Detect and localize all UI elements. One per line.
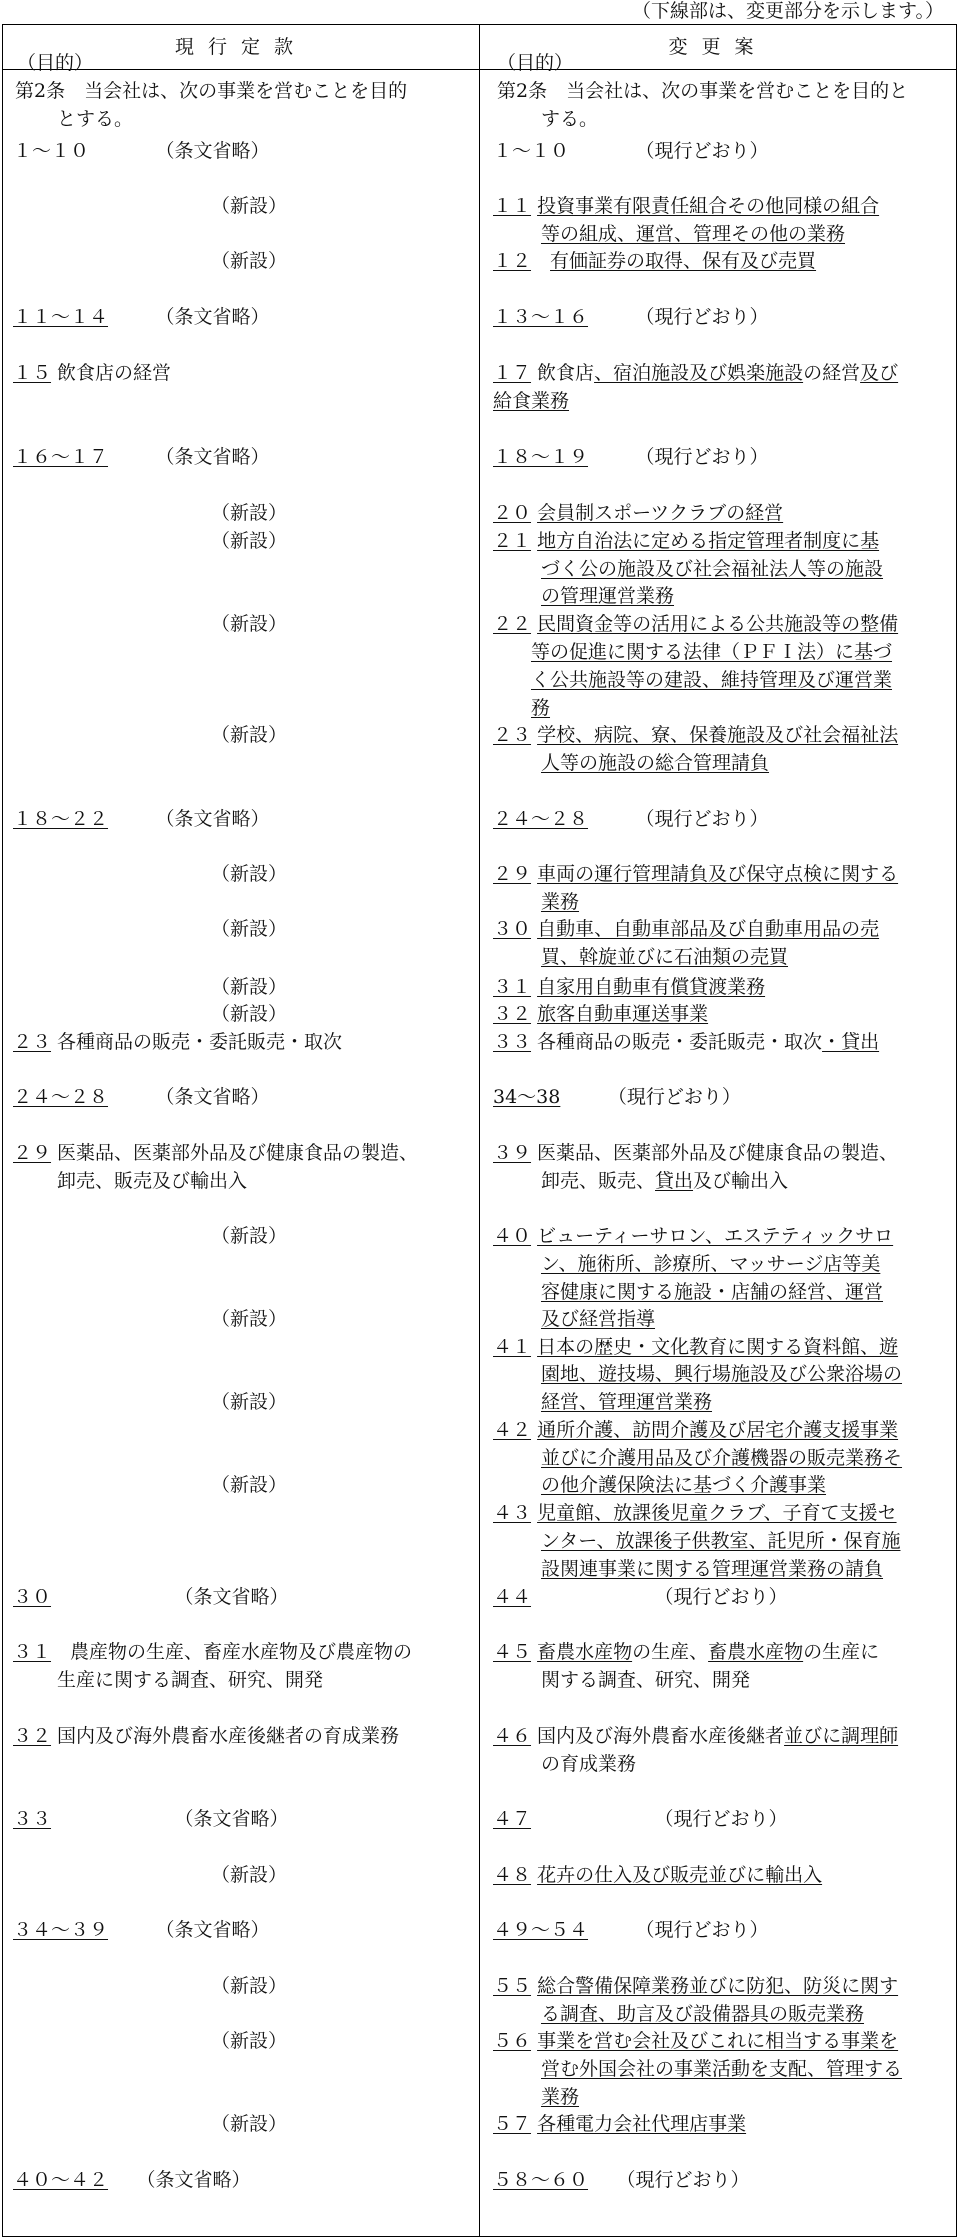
proposed-line-segment: 民間資金等の活用による公共施設等の整備 [537,613,899,635]
proposed-line-segment: ２１ [493,530,532,552]
proposed-line [541,220,845,248]
proposed-line-segment: 等の促進に関する法律（ＰＦＩ法）に基づ [531,641,893,663]
proposed-line-segment: ３０ [493,918,532,940]
proposed-line-segment: （現行どおり） [588,1919,769,1941]
proposed-line-segment: 関する調査、研究、開発 [541,1669,751,1691]
proposed-line-segment: 卸売、販売、 [541,1170,656,1192]
header-proposed-changes: 変更案 [668,36,768,58]
current-line [211,1471,287,1499]
current-line [13,1083,270,1111]
proposed-line [493,1583,788,1611]
proposed-line-segment: 総合警備保障業務並びに防犯、防災に関す [537,1975,899,1997]
proposed-line-segment: 務 [531,697,551,719]
current-line [211,860,287,888]
proposed-line-segment: 事業を営む会社及びこれに相当する事業を [537,2030,899,2052]
proposed-line-segment: づく公の施設及び社会福祉法人等の施設 [541,558,884,580]
proposed-line [493,1972,898,2000]
proposed-line-segment: ２０ [493,502,532,524]
current-line-segment: （新設） [211,1975,288,1997]
proposed-line-segment: ２３ [493,724,532,746]
proposed-line-segment: 各種商品の販売・委託販売・取次 [531,1031,823,1053]
proposed-line-segment: ４０ [493,1225,532,1247]
current-line [13,303,270,331]
proposed-line-segment: 等の組成、運営、管理その他の業務 [541,223,846,245]
current-line-segment: １５ [13,362,52,384]
proposed-line [493,2166,750,2194]
current-line-segment: （条文省略） [108,306,270,328]
preamble-segment: （目的） [17,52,94,74]
current-line [13,1028,342,1056]
proposed-line [493,247,816,275]
current-line [211,527,287,555]
current-line [13,443,270,471]
current-line [211,1305,287,1333]
proposed-line-segment: 医薬品、医薬部外品及び健康食品の製造、 [531,1142,899,1164]
proposed-line [493,1333,898,1361]
current-line [211,1388,287,1416]
proposed-line-segment: 、宿泊施設及び娯楽施設 [594,362,804,384]
proposed-line-segment: ２２ [493,613,532,635]
proposed-line-segment: 業務 [541,891,580,913]
proposed-preamble-line [497,49,573,77]
proposed-line-segment: く公共施設等の建設、維持管理及び運営業 [531,669,893,691]
preamble-segment: 第2条 当会社は、次の事業を営むことを目的 [15,80,408,102]
proposed-line [493,721,898,749]
proposed-line-segment: 畜農水産物 [537,1641,633,1663]
proposed-line-segment: 児童館、放課後児童クラブ、子育て支援セ [537,1502,897,1524]
proposed-line-segment: 花卉の仕入及び販売並びに輸出入 [537,1864,823,1886]
current-line [211,973,287,1001]
current-line-segment: （条文省略） [108,2169,251,2191]
proposed-line [493,1000,708,1028]
proposed-line [493,2110,746,2138]
proposed-line-segment: ３３ [493,1031,532,1053]
current-line-segment: ２４～２８ [13,1086,109,1108]
current-line-segment: １～１０ [13,140,90,162]
current-line-segment: （新設） [211,502,288,524]
proposed-line-segment: ４７ [493,1808,532,1830]
current-preamble-line [15,77,407,105]
current-line [211,2027,287,2055]
proposed-line-segment: 通所介護、訪問介護及び居宅介護支援事業 [537,1419,899,1441]
current-line [211,2110,287,2138]
proposed-line [541,1388,712,1416]
proposed-line-segment: ５８～６０ [493,2169,589,2191]
proposed-line [493,192,879,220]
proposed-line-segment: 旅客自動車運送事業 [537,1003,709,1025]
proposed-line-segment: ５７ [493,2113,532,2135]
current-line-segment: （条文省略） [89,140,270,162]
current-line [211,1972,287,2000]
proposed-line-segment: 経営、管理運営業務 [541,1391,713,1413]
proposed-line [493,1416,898,1444]
proposed-line-segment: の生産に [803,1641,880,1663]
current-line [13,137,270,165]
proposed-line [541,943,788,971]
proposed-line-segment: １７ [493,362,532,384]
proposed-line-segment: ・貸出 [822,1031,880,1053]
proposed-line [493,973,765,1001]
proposed-line [541,1360,902,1388]
current-line [13,2166,251,2194]
proposed-line [493,527,879,555]
proposed-line [541,1250,880,1278]
proposed-line-segment: ２９ [493,863,532,885]
current-line [211,1861,287,1889]
proposed-line [493,1638,879,1666]
proposed-line-segment: （現行どおり） [588,808,769,830]
proposed-line [493,359,898,387]
proposed-line-segment: （現行どおり） [588,306,769,328]
proposed-line [541,1278,883,1306]
current-line-segment: （条文省略） [51,1586,289,1608]
proposed-line [493,2027,898,2055]
preamble-segment: （目的） [497,52,574,74]
proposed-line [493,860,898,888]
current-line-segment: （新設） [211,918,288,940]
proposed-line [493,1916,769,1944]
current-line-segment: （新設） [211,613,288,635]
proposed-line-segment: ４２ [493,1419,532,1441]
proposed-line-segment: の生産、 [632,1641,709,1663]
current-line [13,1139,418,1167]
current-line-segment: （新設） [211,863,288,885]
proposed-line [493,1722,898,1750]
comparison-table [2,24,957,2237]
proposed-line [541,749,769,777]
proposed-line [493,915,879,943]
proposed-line-segment: 畜農水産物 [708,1641,804,1663]
proposed-line-segment: １３～１６ [493,306,589,328]
proposed-line-segment: ３１ [493,976,532,998]
proposed-line-segment: （現行どおり） [560,1086,741,1108]
current-line-segment: （新設） [211,250,288,272]
current-line [211,915,287,943]
proposed-line [493,1499,897,1527]
header-current-articles: 現行定款 [174,36,307,58]
proposed-line [541,1471,826,1499]
proposed-line-segment: 人等の施設の総合管理請負 [541,752,770,774]
current-preamble-line [17,49,93,77]
proposed-line [493,303,769,331]
current-line-segment: （新設） [211,2113,288,2135]
preamble-segment: とする。 [57,108,134,130]
proposed-line-segment: ５５ [493,1975,532,1997]
proposed-line [493,1083,741,1111]
proposed-line-segment: 業務 [541,2086,580,2108]
proposed-line-segment: ３２ [493,1003,532,1025]
proposed-line-segment: １１ [493,195,532,217]
proposed-line [541,1305,655,1333]
proposed-line-segment: る調査、助言及び設備器具の販売業務 [541,2003,865,2025]
proposed-line [541,582,674,610]
current-line-segment: ３２ [13,1725,52,1747]
proposed-line [541,1527,900,1555]
proposed-line-segment: 会員制スポーツクラブの経営 [537,502,784,524]
proposed-line [541,2055,902,2083]
current-line-segment: （新設） [211,1225,288,1247]
proposed-line-segment: １８～１９ [493,446,589,468]
proposed-line-segment: 車両の運行管理請負及び保守点検に関する [537,863,899,885]
proposed-line-segment: ４９～５４ [493,1919,589,1941]
proposed-line-segment: の育成業務 [541,1753,637,1775]
current-line-segment: （新設） [211,724,288,746]
current-line-segment: （条文省略） [108,1086,270,1108]
proposed-line [541,1555,883,1583]
preamble-segment: する。 [541,108,599,130]
proposed-line-segment: ５６ [493,2030,532,2052]
current-line-segment: 飲食店の経営 [51,362,172,384]
current-line-segment: （新設） [211,1391,288,1413]
proposed-line [493,805,769,833]
preamble-segment: 第2条 当会社は、次の事業を営むことを目的と [497,80,909,102]
proposed-line-segment: （現行どおり） [531,1808,788,1830]
proposed-line-segment: の他介護保険法に基づく介護事業 [541,1474,827,1496]
proposed-line [493,610,898,638]
proposed-line [541,2000,864,2028]
current-line [13,359,171,387]
proposed-line-segment: 及び経営指導 [541,1308,656,1330]
proposed-line [541,1750,636,1778]
current-line [13,805,270,833]
current-line-segment: ３４～３９ [13,1919,109,1941]
current-line [211,610,287,638]
proposed-line-segment: ２４～２８ [493,808,589,830]
current-line [13,1638,412,1666]
proposed-line-segment: の管理運営業務 [541,585,675,607]
proposed-line-segment: 営む外国会社の事業活動を支配、管理する [541,2058,903,2080]
current-line [57,1666,323,1694]
proposed-line-segment: ン、施術所、診療所、マッサージ店等美 [541,1253,881,1275]
proposed-line-segment: 34～38 [493,1086,561,1108]
proposed-line-segment: 学校、病院、寮、保養施設及び社会福祉法 [537,724,899,746]
current-line-segment: （条文省略） [108,446,270,468]
proposed-line-segment: ４３ [493,1502,532,1524]
current-line-segment: ３１ [13,1641,52,1663]
current-line [57,1167,247,1195]
current-line-segment: （新設） [211,976,288,998]
proposed-preamble-line [541,105,598,133]
proposed-line-segment: の経営 [803,362,861,384]
current-line [211,499,287,527]
current-line-segment: 卸売、販売及び輸出入 [57,1170,248,1192]
current-line-segment: １８～２２ [13,808,109,830]
proposed-line-segment: ンター、放課後子供教室、託児所・保育施 [541,1530,901,1552]
proposed-line-segment: 及び [860,362,899,384]
current-line-segment: ３０ [13,1586,52,1608]
column-divider [479,25,480,2236]
current-line-segment: 国内及び海外農畜水産後継者の育成業務 [51,1725,400,1747]
proposed-line-segment: ４１ [493,1336,532,1358]
current-line-segment: （新設） [211,1864,288,1886]
proposed-line [493,1805,788,1833]
current-line-segment: （新設） [211,195,288,217]
proposed-line [541,1444,902,1472]
proposed-line [493,443,769,471]
current-line-segment: （条文省略） [108,1919,270,1941]
proposed-line [541,555,883,583]
current-line [211,1222,287,1250]
proposed-preamble-line [497,77,908,105]
current-line [211,192,287,220]
proposed-line-segment [531,250,550,272]
proposed-line-segment: 容健康に関する施設・店舗の経営、運営 [541,1281,884,1303]
proposed-line-segment: ビューティーサロン、エステティックサロ [537,1225,894,1247]
current-line-segment: （新設） [211,530,288,552]
proposed-line-segment: 及び輸出入 [693,1170,789,1192]
proposed-line-segment: 貸出 [655,1170,694,1192]
current-line [13,1805,289,1833]
current-line-segment: （新設） [211,2030,288,2052]
proposed-line [493,137,769,165]
proposed-line-segment: ３９ [493,1142,532,1164]
current-line [13,1722,399,1750]
proposed-line [541,1167,788,1195]
current-line-segment: （新設） [211,1003,288,1025]
current-line-segment: 生産に関する調査、研究、開発 [57,1669,324,1691]
proposed-line [531,694,550,722]
proposed-line-segment: （現行どおり） [569,140,769,162]
current-line-segment: （新設） [211,1308,288,1330]
proposed-line-segment: 自家用自動車有償貸渡業務 [537,976,766,998]
proposed-line-segment: 並びに調理師 [784,1725,899,1747]
proposed-line-segment: （現行どおり） [531,1586,788,1608]
proposed-line-segment: 地方自治法に定める指定管理者制度に基 [537,530,880,552]
proposed-line-segment: 投資事業有限責任組合その他同様の組合 [537,195,880,217]
proposed-line-segment: 並びに介護用品及び介護機器の販売業務そ [541,1447,903,1469]
proposed-line [541,1666,750,1694]
proposed-line [493,1222,893,1250]
proposed-line-segment: （現行どおり） [588,2169,750,2191]
proposed-line [493,1139,898,1167]
proposed-line-segment: １～１０ [493,140,570,162]
proposed-line-segment: 国内及び海外農畜水産後継者 [531,1725,785,1747]
proposed-line [493,387,569,415]
current-line [211,1000,287,1028]
proposed-line-segment: ４４ [493,1586,532,1608]
proposed-line-segment: 有価証券の取得、保有及び売買 [550,250,817,272]
proposed-line-segment: 日本の歴史・文化教育に関する資料館、遊 [537,1336,899,1358]
current-line-segment: 医薬品、医薬部外品及び健康食品の製造、 [51,1142,419,1164]
proposed-line [493,499,783,527]
proposed-line [541,888,579,916]
current-line-segment: ４０～４２ [13,2169,109,2191]
current-line [13,1916,270,1944]
current-line-segment: （条文省略） [108,808,270,830]
proposed-line-segment: 自動車、自動車部品及び自動車用品の売 [537,918,880,940]
current-line-segment: １６～１７ [13,446,109,468]
current-line-segment: （条文省略） [51,1808,289,1830]
change-note: （下線部は、変更部分を示します。） [632,0,944,22]
proposed-line [531,666,892,694]
proposed-line [531,638,892,666]
proposed-line-segment: 設関連事業に関する管理運営業務の請負 [541,1558,884,1580]
proposed-line-segment: ４６ [493,1725,532,1747]
proposed-line-segment: （現行どおり） [588,446,769,468]
proposed-line-segment: 園地、遊技場、興行場施設及び公衆浴場の [541,1363,903,1385]
proposed-line-segment: 各種電力会社代理店事業 [537,2113,747,2135]
current-line-segment: 農産物の生産、畜産水産物及び農産物の [51,1641,413,1663]
header-divider [3,69,956,70]
proposed-line-segment: ４８ [493,1864,532,1886]
proposed-line-segment: 買、斡旋並びに石油類の売買 [541,946,789,968]
proposed-line [493,1861,822,1889]
current-line-segment: １１～１４ [13,306,109,328]
proposed-line [541,2083,579,2111]
current-line [211,247,287,275]
current-line [211,721,287,749]
current-line-segment: ２９ [13,1142,52,1164]
proposed-line-segment: 給食業務 [493,390,570,412]
current-line-segment: （新設） [211,1474,288,1496]
proposed-line-segment: １２ [493,250,532,272]
proposed-line-segment: ４５ [493,1641,532,1663]
current-line-segment: ３３ [13,1808,52,1830]
proposed-line [493,1028,879,1056]
current-line-segment: ２３ [13,1031,52,1053]
current-preamble-line [57,105,133,133]
proposed-line-segment: 飲食店 [531,362,595,384]
current-line [13,1583,289,1611]
current-line-segment: 各種商品の販売・委託販売・取次 [51,1031,343,1053]
